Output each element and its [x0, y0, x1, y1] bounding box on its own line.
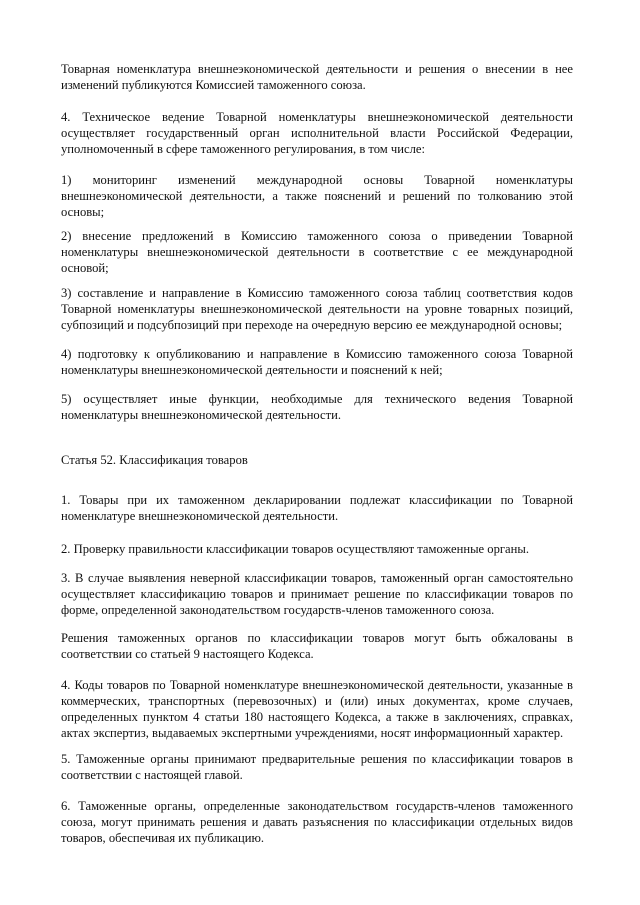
list-item-3: 3) составление и направление в Комиссию таможенного союза таблиц соответствия кодов Товарной номенклатуры внешнеэкономической деятельности на уровне товарных позиций, субпозиций и подсубпозиций при переходе на очередную версию ее международной основы;	[61, 286, 573, 332]
paragraph-publication: Товарная номенклатура внешнеэкономической деятельности и решения о внесении в нее изменений публикуются Комиссией таможенного союза.	[61, 62, 573, 92]
article-paragraph-appeal: Решения таможенных органов по классификации товаров могут быть обжалованы в соответствии со статьей 9 настоящего Кодекса.	[61, 631, 573, 661]
article-paragraph-2: 2. Проверку правильности классификации товаров осуществляют таможенные органы.	[61, 542, 529, 556]
list-item-4: 4) подготовку к опубликованию и направление в Комиссию таможенного союза Товарной номенклатуры внешнеэкономической деятельности и пояснений к ней;	[61, 347, 573, 377]
article-paragraph-5: 5. Таможенные органы принимают предварительные решения по классификации товаров в соответствии с настоящей главой.	[61, 752, 573, 782]
list-item-2: 2) внесение предложений в Комиссию таможенного союза о приведении Товарной номенклатуры внешнеэкономической деятельности в соответствие с ее международной основой;	[61, 229, 573, 275]
article-paragraph-4: 4. Коды товаров по Товарной номенклатуре внешнеэкономической деятельности, указанные в коммерческих, транспортных (перевозочных) и (или) иных документах, кроме случаев, определенных пунктом 4 статьи 180 настоящего Кодекса, а также в заключениях, справках, актах экспертиз, выдаваемых экспертными учреждениями, носят информационный характер.	[61, 678, 573, 740]
article-paragraph-6: 6. Таможенные органы, определенные законодательством государств-членов таможенного союза, могут принимать решения и давать разъяснения по классификации отдельных видов товаров, обеспечивая их публикацию.	[61, 799, 573, 845]
article-paragraph-1: 1. Товары при их таможенном декларировании подлежат классификации по Товарной номенклатуре внешнеэкономической деятельности.	[61, 493, 573, 523]
article-paragraph-3: 3. В случае выявления неверной классификации товаров, таможенный орган самостоятельно осуществляет классификацию товаров и принимает решение по классификации товаров по форме, определенной законодательством государств-членов таможенного союза.	[61, 571, 573, 617]
paragraph-technical-maintenance: 4. Техническое ведение Товарной номенклатуры внешнеэкономической деятельности осуществляет государственный орган исполнительной власти Российской Федерации, уполномоченный в сфере таможенного регулирования, в том числе:	[61, 110, 573, 156]
article-heading: Статья 52. Классификация товаров	[61, 453, 248, 467]
list-item-5: 5) осуществляет иные функции, необходимые для технического ведения Товарной номенклатуры внешнеэкономической деятельности.	[61, 392, 573, 422]
list-item-1: 1) мониторинг изменений международной основы Товарной номенклатуры внешнеэкономической деятельности, а также пояснений и решений по толкованию этой основы;	[61, 173, 573, 219]
